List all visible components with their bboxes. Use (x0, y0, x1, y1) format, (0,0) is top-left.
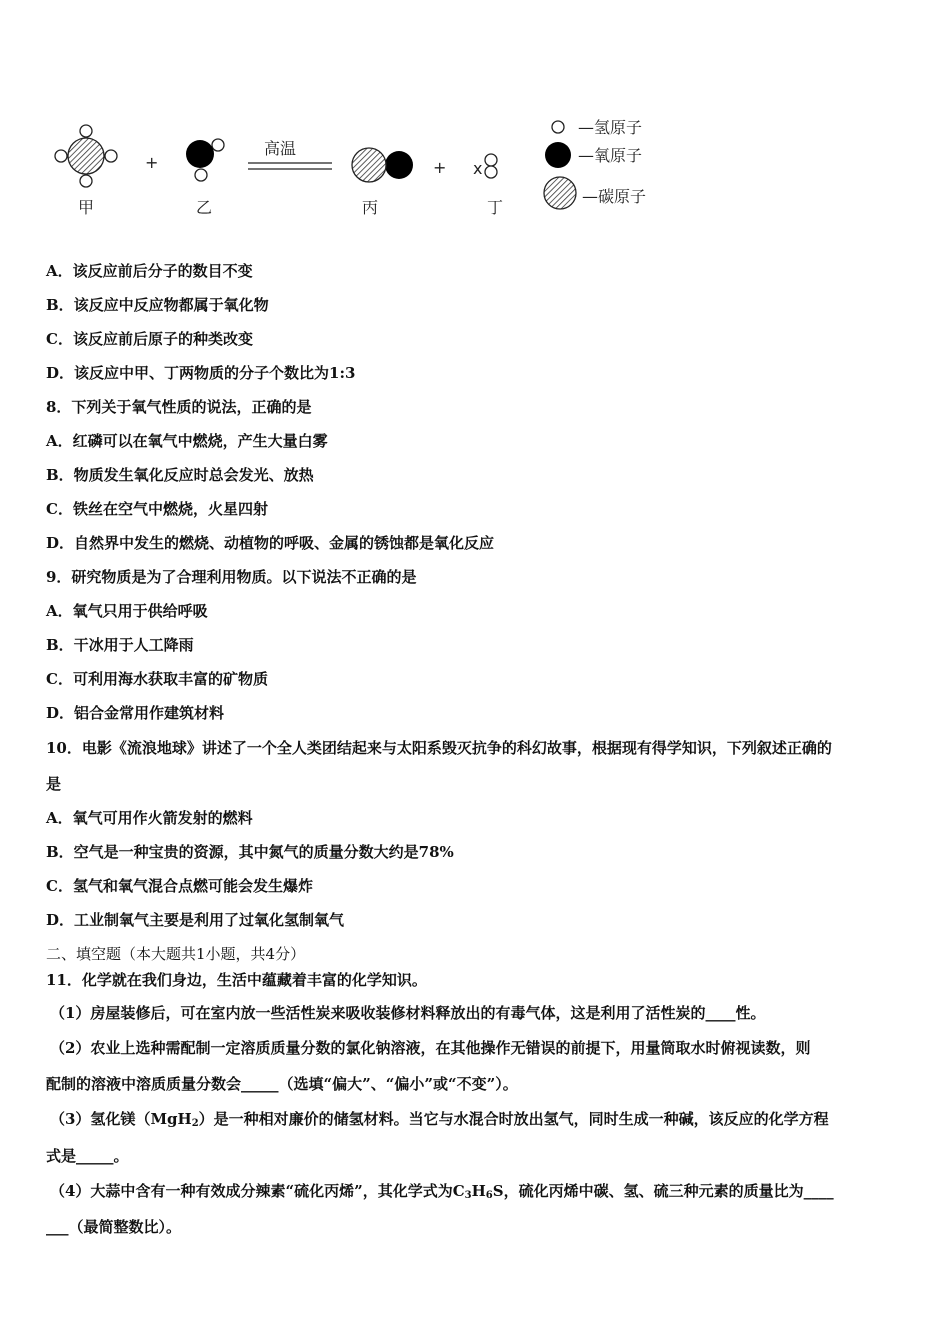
label-ding: 丁 (487, 198, 504, 217)
molecule-bing (352, 148, 413, 182)
q8-option-b: B．物质发生氧化反应时总会发光、放热 (46, 466, 314, 484)
label-yi: 乙 (196, 198, 213, 217)
q9-option-a: A．氧气只用于供给呼吸 (46, 602, 208, 620)
molecule-ding (485, 154, 497, 178)
q9-option-c: C．可利用海水获取丰富的矿物质 (46, 670, 268, 688)
molecule-yi (186, 139, 224, 181)
q8-stem: 8．下列关于氧气性质的说法，正确的是 (46, 398, 312, 416)
q10-stem-line2: 是 (46, 775, 62, 793)
molecule-jia (55, 125, 117, 187)
legend-hydrogen-label: —氢原子 (578, 118, 643, 137)
q11-part3-line2: 式是_____。 (46, 1147, 129, 1165)
q9-stem: 9．研究物质是为了合理利用物质。以下说法不正确的是 (46, 568, 417, 586)
q10-option-a: A．氧气可用作火箭发射的燃料 (46, 809, 253, 827)
q11-part4-sub-c: 3 (464, 1190, 472, 1201)
q10-stem-line1: 10．电影《流浪地球》讲述了一个全人类团结起来与太阳系毁灭抗争的科幻故事，根据现有得学知识，下列叙述正确的 (46, 739, 832, 757)
legend-carbon-icon (544, 177, 576, 209)
q11-part4-h: H (471, 1182, 486, 1200)
q7-option-b: B．该反应中反应物都属于氧化物 (46, 296, 269, 314)
q11-part1: （1）房屋装修后，可在室内放一些活性炭来吸收装修材料释放出的有毒气体，这是利用了活性炭的____性。 (50, 1004, 766, 1022)
q7-option-a: A．该反应前后分子的数目不变 (46, 262, 253, 280)
q7-option-d: D．该反应中甲、丁两物质的分子个数比为1:3 (46, 364, 356, 382)
q11-part4-pre: （4）大蒜中含有一种有效成分辣素“硫化丙烯”，其化学式为C (50, 1182, 465, 1200)
q11-part3-post: ）是一种相对廉价的储氢材料。当它与水混合时放出氢气，同时生成一种碱，该反应的化学方程 (198, 1110, 829, 1128)
plus-1: + (145, 153, 159, 172)
q10-option-d: D．工业制氧气主要是利用了过氧化氢制氧气 (46, 911, 345, 929)
q8-option-a: A．红磷可以在氧气中燃烧，产生大量白雾 (46, 432, 328, 450)
q10-option-c: C．氢气和氧气混合点燃可能会发生爆炸 (46, 877, 313, 895)
q11-part3-line1 (50, 1109, 829, 1134)
q8-option-c: C．铁丝在空气中燃烧，火星四射 (46, 500, 268, 518)
reaction-diagram (0, 0, 950, 240)
q11-part4-sub-h: 6 (485, 1190, 493, 1201)
q8-option-d: D．自然界中发生的燃烧、动植物的呼吸、金属的锈蚀都是氧化反应 (46, 534, 495, 552)
legend (544, 118, 646, 209)
q10-option-b: B．空气是一种宝贵的资源，其中氮气的质量分数大约是78% (46, 843, 454, 861)
label-jia: 甲 (78, 198, 95, 217)
legend-carbon-label: —碳原子 (582, 187, 647, 206)
q11-part3-subscript: 2 (191, 1118, 199, 1129)
q11-part2-line2: 配制的溶液中溶质质量分数会_____（选填“偏大”、“偏小”或“不变”）。 (46, 1075, 518, 1093)
section-heading: 二、填空题（本大题共1小题，共4分） (46, 945, 306, 963)
plus-2: + (433, 158, 447, 177)
label-bing: 丙 (362, 198, 379, 217)
q9-option-d: D．铝合金常用作建筑材料 (46, 704, 225, 722)
q9-option-b: B．干冰用于人工降雨 (46, 636, 194, 654)
condition-text: 高温 (264, 139, 297, 158)
q11-stem: 11．化学就在我们身边，生活中蕴藏着丰富的化学知识。 (46, 971, 427, 989)
coefficient-x: x (473, 159, 483, 178)
legend-oxygen-label: —氧原子 (578, 146, 643, 165)
legend-hydrogen-icon (552, 121, 564, 133)
q11-part4-post: S，硫化丙烯中碳、氢、硫三种元素的质量比为____ (492, 1182, 834, 1200)
q11-part2-line1: （2）农业上选种需配制一定溶质质量分数的氯化钠溶液，在其他操作无错误的前提下，用量筒取水时俯视读数，则 (50, 1039, 811, 1057)
q11-part4-line1 (50, 1181, 834, 1206)
legend-oxygen-icon (545, 142, 571, 168)
q7-option-c: C．该反应前后原子的种类改变 (46, 330, 253, 348)
q11-part3-pre: （3）氢化镁（MgH (50, 1110, 192, 1128)
q11-part4-line2: ___（最简整数比）。 (46, 1218, 182, 1236)
